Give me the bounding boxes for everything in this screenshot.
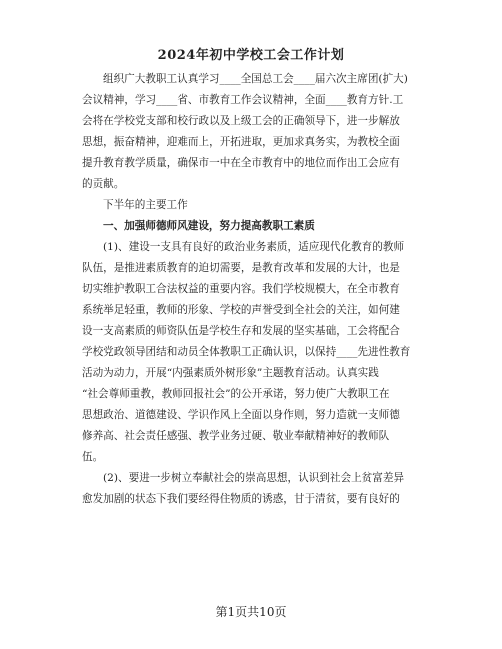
paragraph-line: 设一支高素质的师资队伍是学校生存和发展的坚实基础，工会将配合 — [82, 325, 400, 337]
paragraph-line: 系统举足轻重，教师的形象、学校的声誉受到全社会的关注，如何建 — [82, 304, 400, 316]
paragraph-line: 切实维护教职工合法权益的重要内容。我们学校规模大，在全市教育 — [82, 283, 400, 295]
paragraph-line: 思想政治、道德建设、学识作风上全面以身作则，努力造就一支师德 — [82, 409, 400, 421]
paragraph-line: 学校党政领导团结和动员全体教职工正确认识，以保持____先进性教育 — [82, 346, 411, 358]
paragraph-line: “社会尊师重教，教师回报社会”的公开承诺，努力使广大教职工在 — [82, 388, 390, 400]
page-footer: 第1页共10页 — [215, 605, 287, 619]
paragraph-line: 的贡献。 — [82, 178, 125, 190]
section-heading: 下半年的主要工作 — [103, 199, 188, 211]
paragraph-line: (2)、要进一步树立奉献社会的崇高思想，认识到社会上贫富差异 — [103, 472, 405, 484]
document-title: 2024年初中学校工会工作计划 — [157, 48, 345, 63]
paragraph-line: 修养高、社会责任感强、教学业务过硬、敬业奉献精神好的教师队 — [82, 430, 390, 442]
paragraph-line: 会议精神，学习____省、市教育工作会议精神，全面____教育方针.工 — [82, 94, 404, 106]
paragraph-line: 活动为动力，开展“内强素质外树形象”主题教育活动。认真实践 — [82, 367, 379, 379]
paragraph-line: 组织广大教职工认真学习____全国总工会____届六次主席团(扩大) — [103, 73, 408, 85]
section-heading-bold: 一、加强师德师风建设，努力提高教职工素质 — [103, 220, 315, 232]
paragraph-line: 伍。 — [82, 451, 104, 463]
paragraph-line: 队伍，是推进素质教育的迫切需要，是教育改革和发展的大计，也是 — [82, 262, 400, 274]
paragraph-line: 提升教育教学质量，确保市一中在全市教育中的地位而作出工会应有 — [82, 157, 400, 169]
paragraph-line: (1)、建设一支具有良好的政治业务素质，适应现代化教育的教师 — [103, 241, 405, 253]
paragraph-line: 思想，振奋精神，迎难而上，开拓进取，更加求真务实，为教校全面 — [82, 136, 400, 148]
paragraph-line: 愈发加剧的状态下我们要经得住物质的诱惑，甘于清贫，要有良好的 — [82, 493, 400, 505]
paragraph-line: 会将在学校党支部和校行政以及上级工会的正确领导下，进一步解放 — [82, 115, 400, 127]
